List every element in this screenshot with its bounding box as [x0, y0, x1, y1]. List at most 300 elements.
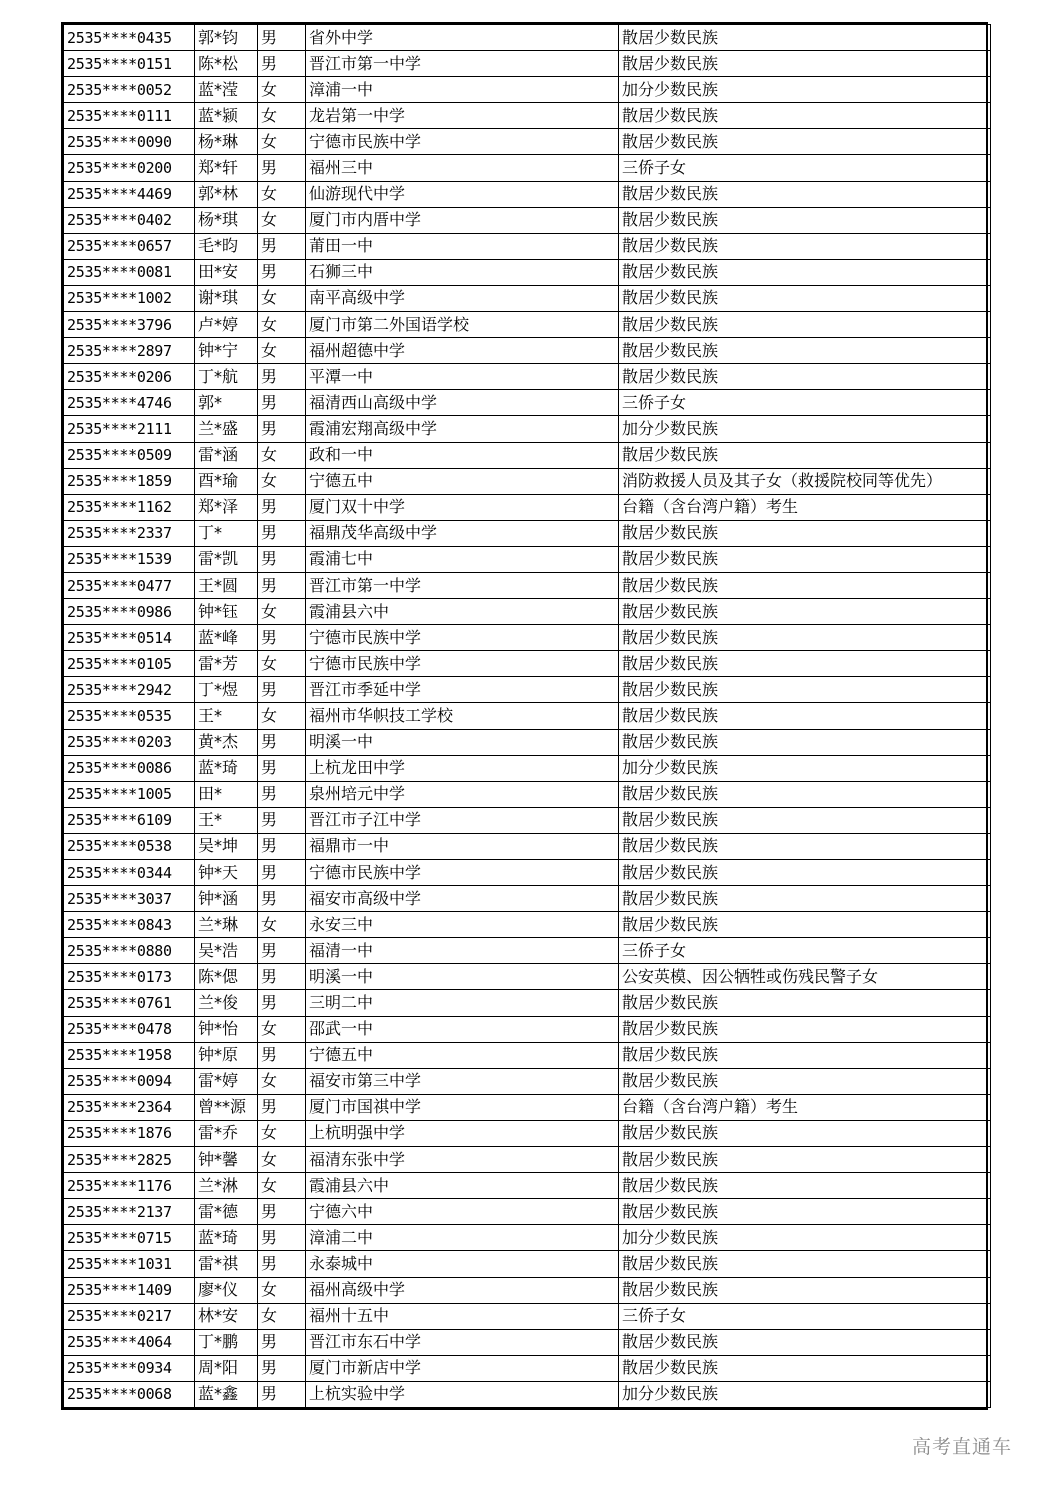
gender-cell: 女 [258, 442, 306, 468]
school-cell: 福州超德中学 [306, 338, 619, 364]
gender-cell: 男 [258, 520, 306, 546]
name-cell: 蓝*颍 [195, 103, 258, 129]
table-row [64, 51, 991, 77]
school-cell: 福鼎茂华高级中学 [306, 520, 619, 546]
table-row [64, 886, 991, 912]
name-cell: 郭*钧 [195, 25, 258, 51]
school-cell: 厦门市第二外国语学校 [306, 312, 619, 338]
name-cell: 雷*祺 [195, 1251, 258, 1277]
category-cell: 加分少数民族 [619, 77, 991, 103]
candidate-id-cell: 2535****1958 [64, 1042, 195, 1068]
candidate-id-cell: 2535****4746 [64, 390, 195, 416]
table-row [64, 755, 991, 781]
candidate-id-cell: 2535****1409 [64, 1277, 195, 1303]
gender-cell: 女 [258, 599, 306, 625]
candidate-id-cell: 2535****0203 [64, 729, 195, 755]
category-cell: 三侨子女 [619, 155, 991, 181]
category-cell: 散居少数民族 [619, 860, 991, 886]
category-cell: 散居少数民族 [619, 599, 991, 625]
category-cell: 散居少数民族 [619, 677, 991, 703]
watermark-text: 高考直通车 [912, 1436, 1013, 1458]
category-cell: 散居少数民族 [619, 546, 991, 572]
name-cell: 雷*乔 [195, 1120, 258, 1146]
table-row [64, 677, 991, 703]
category-cell: 散居少数民族 [619, 285, 991, 311]
table-row [64, 312, 991, 338]
candidate-id-cell: 2535****1162 [64, 494, 195, 520]
gender-cell: 男 [258, 155, 306, 181]
gender-cell: 男 [258, 364, 306, 390]
candidate-id-cell: 2535****0478 [64, 1016, 195, 1042]
name-cell: 郑*泽 [195, 494, 258, 520]
table-row [64, 781, 991, 807]
category-cell: 散居少数民族 [619, 1042, 991, 1068]
school-cell: 福州十五中 [306, 1303, 619, 1329]
candidate-id-cell: 2535****1176 [64, 1173, 195, 1199]
category-cell: 加分少数民族 [619, 1381, 991, 1407]
roster-body [64, 25, 991, 1408]
table-row [64, 990, 991, 1016]
table-row [64, 1199, 991, 1225]
table-row [64, 938, 991, 964]
gender-cell: 女 [258, 1120, 306, 1146]
school-cell: 明溪一中 [306, 964, 619, 990]
gender-cell: 女 [258, 1068, 306, 1094]
table-row [64, 651, 991, 677]
gender-cell: 男 [258, 755, 306, 781]
table-row [64, 703, 991, 729]
candidate-id-cell: 2535****1876 [64, 1120, 195, 1146]
school-cell: 宁德市民族中学 [306, 860, 619, 886]
table-row [64, 285, 991, 311]
category-cell: 散居少数民族 [619, 572, 991, 598]
gender-cell: 男 [258, 1225, 306, 1251]
school-cell: 三明二中 [306, 990, 619, 1016]
category-cell: 加分少数民族 [619, 416, 991, 442]
table-row [64, 129, 991, 155]
school-cell: 邵武一中 [306, 1016, 619, 1042]
school-cell: 厦门市新店中学 [306, 1355, 619, 1381]
school-cell: 漳浦二中 [306, 1225, 619, 1251]
candidate-id-cell: 2535****0052 [64, 77, 195, 103]
category-cell: 散居少数民族 [619, 51, 991, 77]
school-cell: 晋江市东石中学 [306, 1329, 619, 1355]
school-cell: 福鼎市一中 [306, 833, 619, 859]
category-cell: 散居少数民族 [619, 625, 991, 651]
category-cell: 散居少数民族 [619, 703, 991, 729]
table-row [64, 1173, 991, 1199]
school-cell: 福清一中 [306, 938, 619, 964]
table-row [64, 364, 991, 390]
school-cell: 上杭龙田中学 [306, 755, 619, 781]
school-cell: 霞浦县六中 [306, 1173, 619, 1199]
school-cell: 莆田一中 [306, 233, 619, 259]
name-cell: 雷*凯 [195, 546, 258, 572]
name-cell: 丁*航 [195, 364, 258, 390]
gender-cell: 男 [258, 494, 306, 520]
gender-cell: 男 [258, 1329, 306, 1355]
gender-cell: 女 [258, 703, 306, 729]
category-cell: 散居少数民族 [619, 25, 991, 51]
gender-cell: 男 [258, 833, 306, 859]
gender-cell: 男 [258, 781, 306, 807]
name-cell: 雷*涵 [195, 442, 258, 468]
school-cell: 霞浦县六中 [306, 599, 619, 625]
table-row [64, 416, 991, 442]
category-cell: 台籍（含台湾户籍）考生 [619, 494, 991, 520]
gender-cell: 男 [258, 964, 306, 990]
candidate-id-cell: 2535****0344 [64, 860, 195, 886]
table-row [64, 599, 991, 625]
table-row [64, 1042, 991, 1068]
table-row [64, 1225, 991, 1251]
table-row [64, 1016, 991, 1042]
name-cell: 丁* [195, 520, 258, 546]
category-cell: 散居少数民族 [619, 312, 991, 338]
category-cell: 散居少数民族 [619, 259, 991, 285]
school-cell: 上杭明强中学 [306, 1120, 619, 1146]
category-cell: 台籍（含台湾户籍）考生 [619, 1094, 991, 1120]
candidate-id-cell: 2535****0535 [64, 703, 195, 729]
name-cell: 蓝*峰 [195, 625, 258, 651]
table-row [64, 1355, 991, 1381]
gender-cell: 男 [258, 990, 306, 1016]
name-cell: 田* [195, 781, 258, 807]
category-cell: 散居少数民族 [619, 181, 991, 207]
gender-cell: 男 [258, 625, 306, 651]
gender-cell: 女 [258, 338, 306, 364]
name-cell: 田*安 [195, 259, 258, 285]
name-cell: 钟*原 [195, 1042, 258, 1068]
candidate-id-cell: 2535****0986 [64, 599, 195, 625]
name-cell: 廖*仪 [195, 1277, 258, 1303]
category-cell: 散居少数民族 [619, 338, 991, 364]
candidate-id-cell: 2535****1031 [64, 1251, 195, 1277]
name-cell: 郭* [195, 390, 258, 416]
school-cell: 福安市高级中学 [306, 886, 619, 912]
name-cell: 兰*俊 [195, 990, 258, 1016]
name-cell: 钟*涵 [195, 886, 258, 912]
gender-cell: 男 [258, 259, 306, 285]
category-cell: 散居少数民族 [619, 1251, 991, 1277]
roster-sheet [61, 22, 988, 1410]
table-row [64, 520, 991, 546]
school-cell: 晋江市第一中学 [306, 51, 619, 77]
category-cell: 散居少数民族 [619, 442, 991, 468]
gender-cell: 男 [258, 677, 306, 703]
candidate-id-cell: 2535****0217 [64, 1303, 195, 1329]
name-cell: 吴*浩 [195, 938, 258, 964]
name-cell: 毛*昀 [195, 233, 258, 259]
candidate-id-cell: 2535****6109 [64, 807, 195, 833]
table-row [64, 77, 991, 103]
gender-cell: 女 [258, 468, 306, 494]
category-cell: 散居少数民族 [619, 833, 991, 859]
name-cell: 王* [195, 807, 258, 833]
name-cell: 卢*婷 [195, 312, 258, 338]
candidate-id-cell: 2535****2337 [64, 520, 195, 546]
candidate-id-cell: 2535****0435 [64, 25, 195, 51]
gender-cell: 男 [258, 729, 306, 755]
candidate-id-cell: 2535****1539 [64, 546, 195, 572]
gender-cell: 男 [258, 1042, 306, 1068]
category-cell: 散居少数民族 [619, 207, 991, 233]
candidate-id-cell: 2535****0761 [64, 990, 195, 1016]
table-row [64, 25, 991, 51]
category-cell: 散居少数民族 [619, 520, 991, 546]
candidate-id-cell: 2535****2364 [64, 1094, 195, 1120]
school-cell: 漳浦一中 [306, 77, 619, 103]
name-cell: 王* [195, 703, 258, 729]
gender-cell: 女 [258, 103, 306, 129]
gender-cell: 女 [258, 207, 306, 233]
gender-cell: 男 [258, 1355, 306, 1381]
table-row [64, 233, 991, 259]
school-cell: 霞浦七中 [306, 546, 619, 572]
name-cell: 杨*琪 [195, 207, 258, 233]
school-cell: 宁德市民族中学 [306, 651, 619, 677]
school-cell: 永安三中 [306, 912, 619, 938]
category-cell: 消防救援人员及其子女（救援院校同等优先） [619, 468, 991, 494]
name-cell: 郭*林 [195, 181, 258, 207]
name-cell: 兰*琳 [195, 912, 258, 938]
gender-cell: 男 [258, 51, 306, 77]
table-row [64, 1277, 991, 1303]
candidate-id-cell: 2535****0509 [64, 442, 195, 468]
school-cell: 省外中学 [306, 25, 619, 51]
name-cell: 蓝*琦 [195, 1225, 258, 1251]
candidate-id-cell: 2535****0880 [64, 938, 195, 964]
table-row [64, 259, 991, 285]
name-cell: 谢*琪 [195, 285, 258, 311]
category-cell: 加分少数民族 [619, 755, 991, 781]
school-cell: 宁德五中 [306, 468, 619, 494]
table-row [64, 338, 991, 364]
school-cell: 福清西山高级中学 [306, 390, 619, 416]
name-cell: 兰*淋 [195, 1173, 258, 1199]
candidate-id-cell: 2535****2942 [64, 677, 195, 703]
candidate-id-cell: 2535****2137 [64, 1199, 195, 1225]
gender-cell: 男 [258, 938, 306, 964]
school-cell: 平潭一中 [306, 364, 619, 390]
candidate-id-cell: 2535****0173 [64, 964, 195, 990]
name-cell: 陈*松 [195, 51, 258, 77]
table-row [64, 572, 991, 598]
table-row [64, 181, 991, 207]
school-cell: 福州高级中学 [306, 1277, 619, 1303]
gender-cell: 女 [258, 1016, 306, 1042]
name-cell: 郑*轩 [195, 155, 258, 181]
gender-cell: 男 [258, 1251, 306, 1277]
gender-cell: 男 [258, 390, 306, 416]
table-row [64, 155, 991, 181]
candidate-id-cell: 2535****1859 [64, 468, 195, 494]
school-cell: 南平高级中学 [306, 285, 619, 311]
school-cell: 仙游现代中学 [306, 181, 619, 207]
name-cell: 周*阳 [195, 1355, 258, 1381]
table-row [64, 1147, 991, 1173]
gender-cell: 男 [258, 546, 306, 572]
candidate-id-cell: 2535****2825 [64, 1147, 195, 1173]
name-cell: 蓝*滢 [195, 77, 258, 103]
candidate-id-cell: 2535****0514 [64, 625, 195, 651]
gender-cell: 男 [258, 416, 306, 442]
name-cell: 杨*琳 [195, 129, 258, 155]
school-cell: 宁德五中 [306, 1042, 619, 1068]
candidate-id-cell: 2535****1002 [64, 285, 195, 311]
table-row [64, 468, 991, 494]
school-cell: 福安市第三中学 [306, 1068, 619, 1094]
gender-cell: 女 [258, 77, 306, 103]
school-cell: 晋江市子江中学 [306, 807, 619, 833]
category-cell: 三侨子女 [619, 1303, 991, 1329]
school-cell: 厦门双十中学 [306, 494, 619, 520]
table-row [64, 729, 991, 755]
gender-cell: 女 [258, 1277, 306, 1303]
candidate-id-cell: 2535****0206 [64, 364, 195, 390]
name-cell: 蓝*琦 [195, 755, 258, 781]
table-row [64, 912, 991, 938]
candidate-id-cell: 2535****0538 [64, 833, 195, 859]
school-cell: 石狮三中 [306, 259, 619, 285]
category-cell: 散居少数民族 [619, 1147, 991, 1173]
candidate-id-cell: 2535****0068 [64, 1381, 195, 1407]
gender-cell: 女 [258, 651, 306, 677]
candidate-id-cell: 2535****3796 [64, 312, 195, 338]
name-cell: 钟*天 [195, 860, 258, 886]
name-cell: 林*安 [195, 1303, 258, 1329]
school-cell: 宁德市民族中学 [306, 625, 619, 651]
table-row [64, 1329, 991, 1355]
school-cell: 福州三中 [306, 155, 619, 181]
name-cell: 王*圆 [195, 572, 258, 598]
school-cell: 泉州培元中学 [306, 781, 619, 807]
table-row [64, 207, 991, 233]
name-cell: 丁*煜 [195, 677, 258, 703]
name-cell: 雷*婷 [195, 1068, 258, 1094]
candidate-id-cell: 2535****4064 [64, 1329, 195, 1355]
name-cell: 雷*德 [195, 1199, 258, 1225]
category-cell: 散居少数民族 [619, 1120, 991, 1146]
category-cell: 散居少数民族 [619, 912, 991, 938]
candidate-id-cell: 2535****0715 [64, 1225, 195, 1251]
table-row [64, 964, 991, 990]
table-row [64, 807, 991, 833]
gender-cell: 男 [258, 807, 306, 833]
table-row [64, 390, 991, 416]
gender-cell: 女 [258, 1173, 306, 1199]
table-row [64, 494, 991, 520]
gender-cell: 女 [258, 912, 306, 938]
name-cell: 黄*杰 [195, 729, 258, 755]
gender-cell: 男 [258, 860, 306, 886]
school-cell: 龙岩第一中学 [306, 103, 619, 129]
gender-cell: 女 [258, 181, 306, 207]
category-cell: 散居少数民族 [619, 1277, 991, 1303]
category-cell: 散居少数民族 [619, 364, 991, 390]
candidate-id-cell: 2535****0105 [64, 651, 195, 677]
candidate-id-cell: 2535****0090 [64, 129, 195, 155]
school-cell: 福州市华帜技工学校 [306, 703, 619, 729]
table-row [64, 1381, 991, 1407]
candidate-id-cell: 2535****0086 [64, 755, 195, 781]
name-cell: 钟*宁 [195, 338, 258, 364]
gender-cell: 男 [258, 1094, 306, 1120]
table-row [64, 103, 991, 129]
candidate-id-cell: 2535****2897 [64, 338, 195, 364]
gender-cell: 女 [258, 285, 306, 311]
school-cell: 厦门市内厝中学 [306, 207, 619, 233]
gender-cell: 男 [258, 572, 306, 598]
candidate-id-cell: 2535****0402 [64, 207, 195, 233]
candidate-id-cell: 2535****0111 [64, 103, 195, 129]
table-row [64, 1251, 991, 1277]
school-cell: 晋江市第一中学 [306, 572, 619, 598]
category-cell: 公安英模、因公牺牲或伤残民警子女 [619, 964, 991, 990]
school-cell: 晋江市季延中学 [306, 677, 619, 703]
category-cell: 散居少数民族 [619, 729, 991, 755]
table-row [64, 1094, 991, 1120]
name-cell: 兰*盛 [195, 416, 258, 442]
candidate-id-cell: 2535****2111 [64, 416, 195, 442]
category-cell: 散居少数民族 [619, 1016, 991, 1042]
category-cell: 散居少数民族 [619, 233, 991, 259]
gender-cell: 女 [258, 312, 306, 338]
school-cell: 厦门市国祺中学 [306, 1094, 619, 1120]
gender-cell: 女 [258, 1303, 306, 1329]
name-cell: 钟*怡 [195, 1016, 258, 1042]
table-row [64, 1068, 991, 1094]
name-cell: 钟*馨 [195, 1147, 258, 1173]
name-cell: 吴*坤 [195, 833, 258, 859]
category-cell: 散居少数民族 [619, 1329, 991, 1355]
category-cell: 散居少数民族 [619, 1173, 991, 1199]
candidate-id-cell: 2535****0151 [64, 51, 195, 77]
table-row [64, 442, 991, 468]
table-row [64, 1303, 991, 1329]
candidate-id-cell: 2535****0657 [64, 233, 195, 259]
name-cell: 陈*偲 [195, 964, 258, 990]
gender-cell: 男 [258, 886, 306, 912]
school-cell: 明溪一中 [306, 729, 619, 755]
candidate-id-cell: 2535****0200 [64, 155, 195, 181]
gender-cell: 男 [258, 1199, 306, 1225]
table-row [64, 860, 991, 886]
candidate-id-cell: 2535****0477 [64, 572, 195, 598]
candidate-id-cell: 2535****0081 [64, 259, 195, 285]
school-cell: 霞浦宏翔高级中学 [306, 416, 619, 442]
gender-cell: 男 [258, 1381, 306, 1407]
candidate-id-cell: 2535****0843 [64, 912, 195, 938]
school-cell: 宁德六中 [306, 1199, 619, 1225]
roster-table-frame [61, 22, 988, 1410]
category-cell: 散居少数民族 [619, 1355, 991, 1381]
category-cell: 散居少数民族 [619, 990, 991, 1016]
category-cell: 散居少数民族 [619, 1068, 991, 1094]
category-cell: 散居少数民族 [619, 1199, 991, 1225]
school-cell: 永泰城中 [306, 1251, 619, 1277]
category-cell: 散居少数民族 [619, 886, 991, 912]
category-cell: 三侨子女 [619, 938, 991, 964]
candidate-id-cell: 2535****0934 [64, 1355, 195, 1381]
gender-cell: 男 [258, 25, 306, 51]
name-cell: 丁*鹏 [195, 1329, 258, 1355]
category-cell: 散居少数民族 [619, 651, 991, 677]
category-cell: 加分少数民族 [619, 1225, 991, 1251]
candidate-id-cell: 2535****3037 [64, 886, 195, 912]
candidate-id-cell: 2535****1005 [64, 781, 195, 807]
table-row [64, 1120, 991, 1146]
